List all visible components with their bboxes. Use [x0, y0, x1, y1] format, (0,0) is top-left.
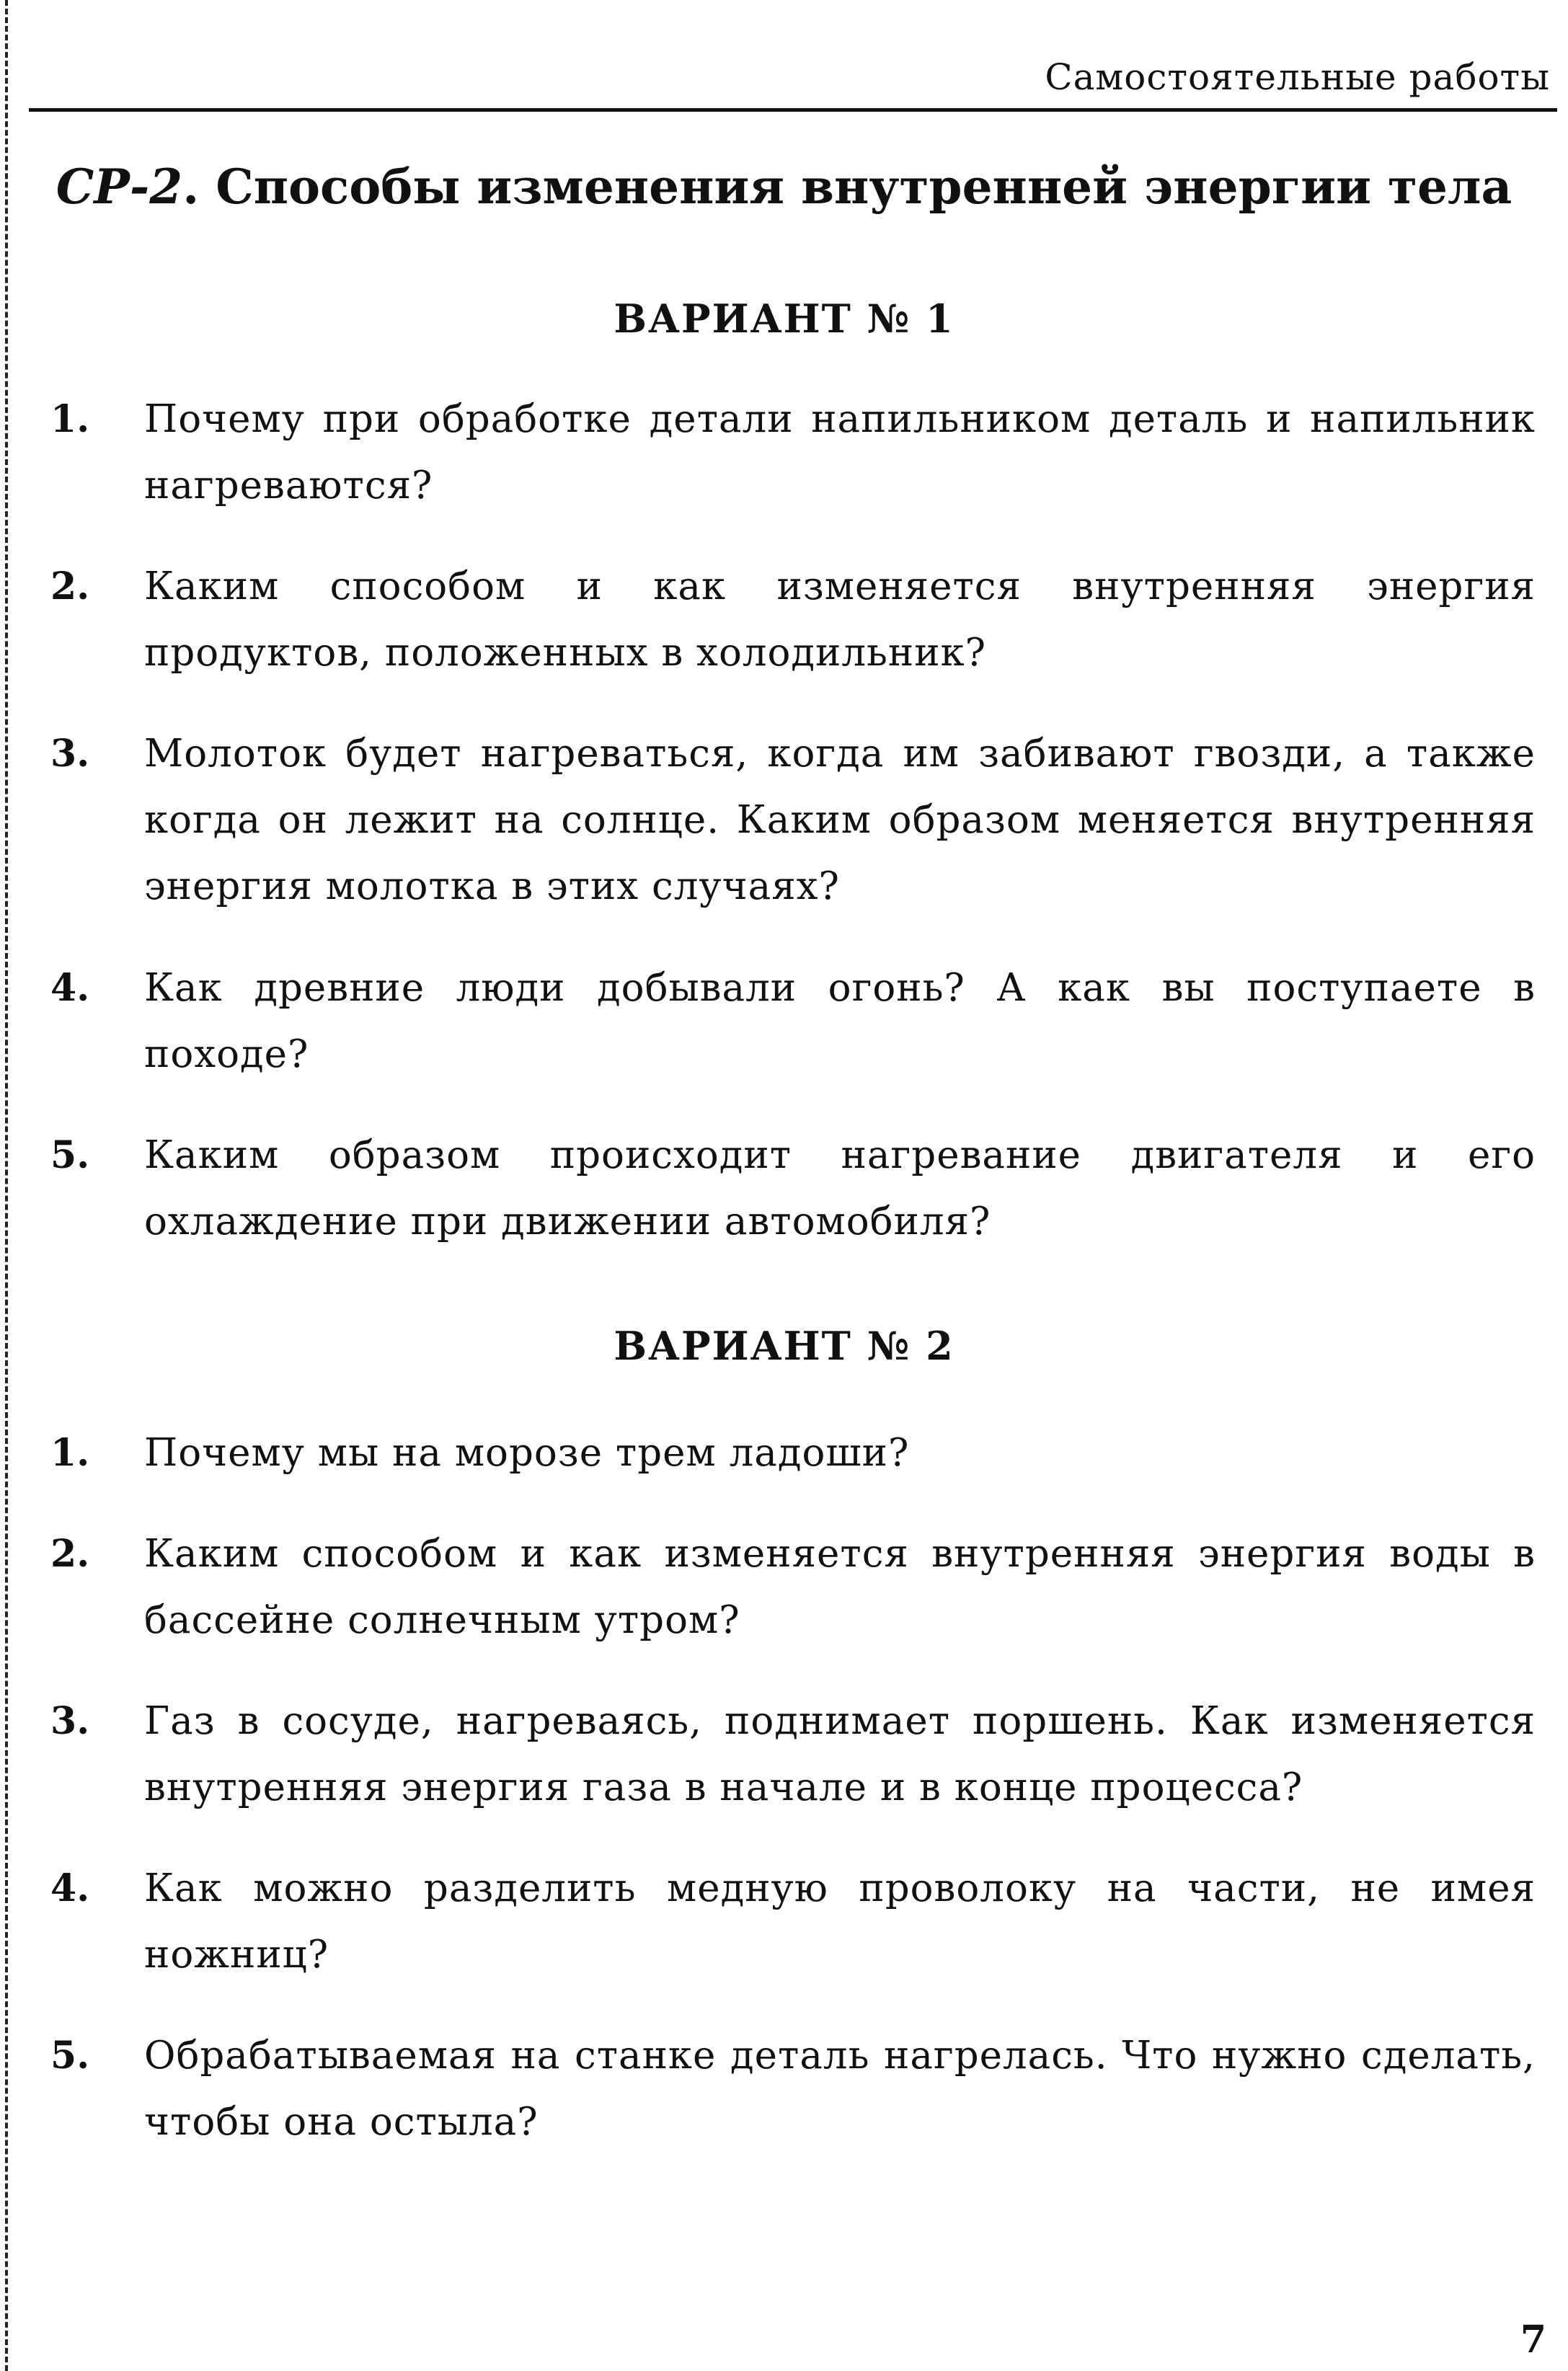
running-head-text: Самостоятельные работы	[1045, 56, 1550, 98]
task-text: Газ в сосуде, нагреваясь, поднимает поршень. Как изменяется внутренняя энергия газа в начале и в конце процесса?	[144, 1699, 1536, 1809]
task-text: Почему мы на морозе трем ладоши?	[144, 1431, 910, 1475]
task-number: 3.	[50, 1699, 90, 1743]
task-number: 2.	[50, 564, 90, 608]
task-text: Молоток будет нагреваться, когда им забивают гвозди, а также когда он лежит на солнце. Каким образом меняется внутренняя энергия молотка в этих случаях?	[144, 732, 1536, 908]
task-text: Каким способом и как изменяется внутренняя энергия воды в бассейне солнечным утром?	[144, 1532, 1536, 1642]
task-number: 1.	[50, 397, 90, 441]
task-text: Как можно разделить медную проволоку на части, не имея ножниц?	[144, 1866, 1536, 1977]
task-text: Каким образом происходит нагревание двигателя и его охлаждение при движении автомобиля?	[144, 1133, 1536, 1244]
task-number: 4.	[50, 1866, 90, 1910]
task-number: 5.	[50, 2034, 90, 2078]
task-number: 4.	[50, 966, 90, 1010]
variant-2-heading: ВАРИАНТ № 2	[614, 1323, 954, 1369]
task-number: 1.	[50, 1431, 90, 1475]
task-text: Каким способом и как изменяется внутренняя энергия продуктов, положенных в холодильник?	[144, 564, 1536, 675]
page-number: 7	[1520, 2318, 1546, 2362]
page-title	[0, 159, 1568, 215]
cut-line-divider	[5, 0, 8, 2371]
task-text: Как древние люди добывали огонь? А как вы поступаете в походе?	[144, 966, 1536, 1076]
variant-1-heading: ВАРИАНТ № 1	[614, 296, 954, 342]
title-text: . Способы изменения внутренней энергии тела	[182, 159, 1512, 215]
task-text: Почему при обработке детали напильником деталь и напильник нагреваются?	[144, 397, 1536, 508]
task-number: 2.	[50, 1532, 90, 1576]
task-number: 3.	[50, 732, 90, 776]
title-code: СР-2	[56, 159, 183, 215]
task-text: Обрабатываемая на станке деталь нагрелась. Что нужно сделать, чтобы она остыла?	[144, 2034, 1536, 2144]
task-number: 5.	[50, 1133, 90, 1177]
running-head	[29, 43, 1557, 112]
